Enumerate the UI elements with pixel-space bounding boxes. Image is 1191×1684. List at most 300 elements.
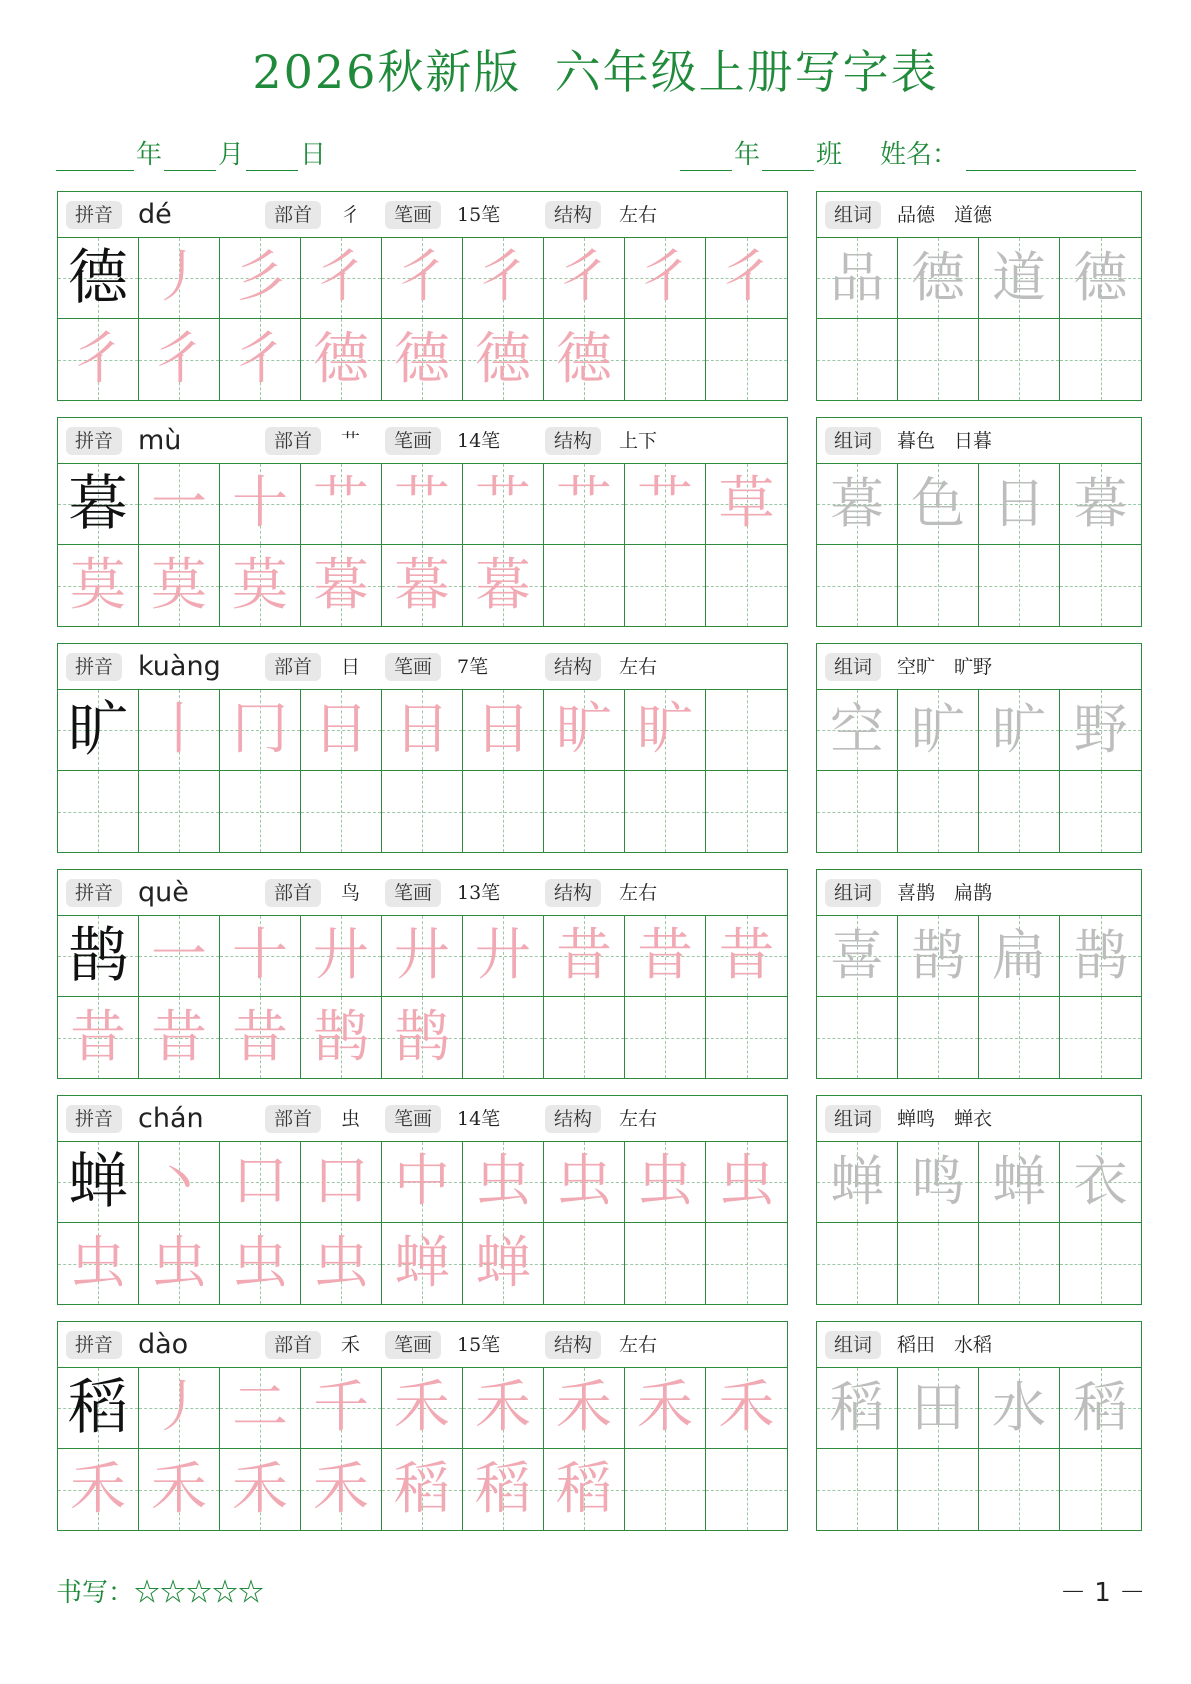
word-char: 德 xyxy=(911,246,965,309)
word-trace-cell[interactable] xyxy=(817,690,898,771)
practice-cell[interactable] xyxy=(301,771,382,852)
stroke-order-cell[interactable] xyxy=(220,1142,301,1223)
stroke-order-cell[interactable] xyxy=(301,1368,382,1449)
char-info-bar xyxy=(58,870,787,916)
practice-cell[interactable] xyxy=(544,545,625,626)
word-practice-cell[interactable] xyxy=(817,771,898,852)
word-info-bar xyxy=(817,1096,1141,1142)
stroke-step: 昔 xyxy=(232,1004,288,1070)
stroke-order-cell[interactable] xyxy=(382,1223,463,1304)
char-info-bar xyxy=(58,1322,787,1368)
stroke-step: 暮 xyxy=(313,552,369,618)
stroke-step: 虫 xyxy=(232,1230,288,1296)
word-practice-cell[interactable] xyxy=(898,997,979,1078)
stroke-step: 丨 xyxy=(151,697,207,762)
stroke-step: 禾 xyxy=(394,1375,450,1440)
word-practice-cell[interactable] xyxy=(979,319,1060,400)
stroke-step: 十 xyxy=(232,923,288,988)
stroke-step: 德 xyxy=(556,326,612,392)
stroke-order-cell[interactable] xyxy=(382,319,463,400)
stroke-step: 冂 xyxy=(232,697,288,762)
practice-cell[interactable] xyxy=(463,771,544,852)
words-value: 暮色 日暮 xyxy=(897,430,993,452)
pinyin-value: dào xyxy=(138,1329,189,1360)
word-trace-cell[interactable] xyxy=(817,1368,898,1449)
stroke-order-cell[interactable] xyxy=(706,916,787,997)
practice-cell[interactable] xyxy=(463,997,544,1078)
year-blank[interactable] xyxy=(56,140,134,171)
practice-cell[interactable] xyxy=(220,771,301,852)
word-char: 色 xyxy=(911,472,965,535)
words-tag: 组词 xyxy=(825,1105,881,1133)
stroke-step: 廾 xyxy=(475,923,531,988)
stroke-step: 鹊 xyxy=(313,1004,369,1070)
stroke-step: 草 xyxy=(718,471,775,536)
word-practice-cell[interactable] xyxy=(1060,997,1141,1078)
stroke-order-cell[interactable] xyxy=(706,1142,787,1223)
stroke-order-cell[interactable] xyxy=(220,1223,301,1304)
stroke-order-cell[interactable] xyxy=(382,238,463,319)
stroke-order-cell[interactable] xyxy=(220,238,301,319)
word-trace-cell[interactable] xyxy=(817,1142,898,1223)
word-practice-cell[interactable] xyxy=(1060,771,1141,852)
practice-cell[interactable] xyxy=(625,997,706,1078)
stroke-order-cell[interactable] xyxy=(139,1368,220,1449)
stroke-step: 昔 xyxy=(151,1004,207,1070)
structure-value: 左右 xyxy=(619,1334,658,1356)
stroke-step: 中 xyxy=(394,1149,450,1214)
stroke-order-cell[interactable] xyxy=(301,319,382,400)
day-blank[interactable] xyxy=(246,140,298,171)
practice-cell[interactable] xyxy=(706,545,787,626)
stroke-step: 昔 xyxy=(556,923,612,988)
date-line xyxy=(56,134,328,171)
radical-value: 日 xyxy=(341,656,361,678)
class-blank[interactable] xyxy=(762,140,814,171)
stroke-order-cell[interactable] xyxy=(544,916,625,997)
pinyin-value: kuàng xyxy=(138,651,221,682)
stroke-step: 禾 xyxy=(718,1375,775,1440)
word-trace-cell[interactable] xyxy=(898,1142,979,1223)
word-practice-cell[interactable] xyxy=(979,545,1060,626)
word-trace-cell[interactable] xyxy=(1060,916,1141,997)
words-value: 蝉鸣 蝉衣 xyxy=(897,1108,993,1130)
structure-tag: 结构 xyxy=(545,1105,601,1133)
structure-tag: 结构 xyxy=(545,653,601,681)
stroke-order-cell[interactable] xyxy=(58,1223,139,1304)
stroke-order-cell[interactable] xyxy=(220,319,301,400)
month-blank[interactable] xyxy=(164,140,216,171)
stroke-step: 彳 xyxy=(394,245,450,310)
pinyin-value: què xyxy=(138,877,189,908)
words-tag: 组词 xyxy=(825,427,881,455)
word-trace-cell[interactable] xyxy=(979,916,1060,997)
star-rating[interactable]: ☆☆☆☆☆ xyxy=(134,1578,265,1608)
class-label: 班 xyxy=(816,140,843,170)
word-char: 鸣 xyxy=(911,1150,965,1213)
stroke-step: 稻 xyxy=(394,1456,450,1522)
word-practice-cell[interactable] xyxy=(898,1223,979,1304)
stroke-order-cell[interactable] xyxy=(625,238,706,319)
model-char: 稻 xyxy=(68,1373,128,1443)
word-practice-cell[interactable] xyxy=(817,997,898,1078)
stroke-order-cell[interactable] xyxy=(139,464,220,545)
word-trace-cell[interactable] xyxy=(1060,464,1141,545)
word-practice-cell[interactable] xyxy=(979,997,1060,1078)
word-trace-cell[interactable] xyxy=(817,464,898,545)
practice-cell[interactable] xyxy=(625,1223,706,1304)
char-info-bar xyxy=(58,1096,787,1142)
stroke-order-cell[interactable] xyxy=(544,238,625,319)
practice-cell[interactable] xyxy=(625,1449,706,1530)
stroke-step: 廾 xyxy=(394,923,450,988)
word-char: 暮 xyxy=(1073,472,1128,535)
structure-value: 左右 xyxy=(619,882,658,904)
radical-tag: 部首 xyxy=(265,1331,321,1359)
word-trace-cell[interactable] xyxy=(1060,690,1141,771)
stroke-order-cell[interactable] xyxy=(706,464,787,545)
stroke-order-cell[interactable] xyxy=(139,1142,220,1223)
stroke-order-cell[interactable] xyxy=(139,916,220,997)
radical-value: 虫 xyxy=(341,1108,361,1130)
stroke-order-cell[interactable] xyxy=(382,690,463,771)
word-char: 旷 xyxy=(992,698,1046,761)
stroke-step: 禾 xyxy=(313,1456,369,1522)
pinyin-tag: 拼音 xyxy=(66,1331,122,1359)
word-char: 稻 xyxy=(830,1376,884,1439)
practice-cell[interactable] xyxy=(544,1223,625,1304)
stroke-order-cell[interactable] xyxy=(220,1368,301,1449)
char-card-4 xyxy=(57,869,788,1079)
practice-cell[interactable] xyxy=(139,771,220,852)
word-practice-cell[interactable] xyxy=(817,545,898,626)
model-char-cell[interactable] xyxy=(58,916,139,997)
stroke-order-cell[interactable] xyxy=(301,238,382,319)
pinyin-tag: 拼音 xyxy=(66,201,122,229)
stroke-order-cell[interactable] xyxy=(463,1223,544,1304)
word-card-4 xyxy=(816,869,1142,1079)
practice-cell[interactable] xyxy=(58,771,139,852)
stroke-order-cell[interactable] xyxy=(463,238,544,319)
practice-cell[interactable] xyxy=(544,997,625,1078)
practice-cell[interactable] xyxy=(625,319,706,400)
stroke-order-cell[interactable] xyxy=(463,464,544,545)
name-blank[interactable] xyxy=(966,140,1136,171)
stroke-order-cell[interactable] xyxy=(139,545,220,626)
stroke-step: 昔 xyxy=(70,1004,126,1070)
month-label: 月 xyxy=(218,140,245,170)
char-card-5 xyxy=(57,1095,788,1305)
char-card-6 xyxy=(57,1321,788,1531)
word-char: 品 xyxy=(830,246,884,309)
stroke-step: 禾 xyxy=(637,1375,693,1440)
word-trace-cell[interactable] xyxy=(817,916,898,997)
stroke-step: 暮 xyxy=(475,552,531,618)
stroke-order-cell[interactable] xyxy=(58,997,139,1078)
stroke-order-cell[interactable] xyxy=(463,690,544,771)
model-char-cell[interactable] xyxy=(58,690,139,771)
word-trace-cell[interactable] xyxy=(979,690,1060,771)
char-card-1 xyxy=(57,191,788,401)
stroke-order-cell[interactable] xyxy=(382,545,463,626)
word-trace-cell[interactable] xyxy=(1060,1368,1141,1449)
stroke-step: 艹 xyxy=(394,471,450,536)
rating xyxy=(56,1572,264,1609)
char-info-bar xyxy=(58,418,787,464)
practice-cell[interactable] xyxy=(706,1223,787,1304)
words-value: 空旷 旷野 xyxy=(897,656,993,678)
stroke-step: 口 xyxy=(313,1149,369,1214)
model-char-cell[interactable] xyxy=(58,464,139,545)
stroke-step: 莫 xyxy=(70,552,126,618)
stroke-order-cell[interactable] xyxy=(382,464,463,545)
stroke-step: 日 xyxy=(475,697,531,762)
word-char: 蝉 xyxy=(992,1150,1046,1213)
stroke-order-cell[interactable] xyxy=(706,1368,787,1449)
stroke-step: 廾 xyxy=(313,923,369,988)
pinyin-tag: 拼音 xyxy=(66,427,122,455)
stroke-order-cell[interactable] xyxy=(220,997,301,1078)
stroke-order-cell[interactable] xyxy=(301,916,382,997)
word-practice-cell[interactable] xyxy=(1060,1449,1141,1530)
stroke-order-cell[interactable] xyxy=(220,916,301,997)
stroke-step: 旷 xyxy=(637,697,693,762)
stroke-step: 日 xyxy=(313,697,369,762)
practice-cell[interactable] xyxy=(544,771,625,852)
words-tag: 组词 xyxy=(825,201,881,229)
stroke-order-cell[interactable] xyxy=(463,1142,544,1223)
word-trace-cell[interactable] xyxy=(1060,1142,1141,1223)
radical-tag: 部首 xyxy=(265,1105,321,1133)
word-info-bar xyxy=(817,1322,1141,1368)
stroke-order-cell[interactable] xyxy=(544,1449,625,1530)
word-practice-cell[interactable] xyxy=(979,1223,1060,1304)
stroke-order-cell[interactable] xyxy=(463,1449,544,1530)
word-trace-cell[interactable] xyxy=(817,238,898,319)
stroke-step: 彳 xyxy=(637,245,693,310)
practice-cell[interactable] xyxy=(706,1449,787,1530)
radical-tag: 部首 xyxy=(265,427,321,455)
strokes-value: 13笔 xyxy=(457,882,501,904)
strokes-value: 14笔 xyxy=(457,430,501,452)
stroke-order-cell[interactable] xyxy=(301,690,382,771)
practice-cell[interactable] xyxy=(706,319,787,400)
words-value: 稻田 水稻 xyxy=(897,1334,993,1356)
words-value: 喜鹊 扁鹊 xyxy=(897,882,993,904)
stroke-step: 稻 xyxy=(475,1456,531,1522)
words-tag: 组词 xyxy=(825,1331,881,1359)
stroke-step: 彡 xyxy=(232,245,288,310)
stroke-step: 二 xyxy=(232,1375,288,1440)
char-info-bar xyxy=(58,644,787,690)
stroke-order-cell[interactable] xyxy=(139,1449,220,1530)
word-char: 暮 xyxy=(830,472,884,535)
stroke-order-cell[interactable] xyxy=(58,545,139,626)
word-trace-cell[interactable] xyxy=(979,1142,1060,1223)
stroke-order-cell[interactable] xyxy=(139,319,220,400)
stroke-order-cell[interactable] xyxy=(544,1368,625,1449)
stroke-step: 彳 xyxy=(556,245,612,310)
stroke-order-cell[interactable] xyxy=(301,464,382,545)
model-char-cell[interactable] xyxy=(58,1368,139,1449)
word-trace-cell[interactable] xyxy=(898,916,979,997)
word-practice-cell[interactable] xyxy=(979,771,1060,852)
stroke-order-cell[interactable] xyxy=(463,545,544,626)
practice-cell[interactable] xyxy=(382,771,463,852)
stroke-order-cell[interactable] xyxy=(463,1368,544,1449)
stroke-step: 德 xyxy=(394,326,450,392)
pinyin-tag: 拼音 xyxy=(66,1105,122,1133)
word-card-5 xyxy=(816,1095,1142,1305)
stroke-step: 彳 xyxy=(232,326,288,392)
stroke-order-cell[interactable] xyxy=(139,238,220,319)
stroke-step: 昔 xyxy=(718,923,775,988)
model-char-cell[interactable] xyxy=(58,238,139,319)
radical-value: 鸟 xyxy=(341,882,361,904)
strokes-value: 7笔 xyxy=(457,656,489,678)
stroke-order-cell[interactable] xyxy=(625,690,706,771)
word-char: 日 xyxy=(992,472,1046,535)
word-practice-cell[interactable] xyxy=(817,319,898,400)
strokes-tag: 笔画 xyxy=(385,1105,441,1133)
practice-cell[interactable] xyxy=(625,545,706,626)
pinyin-value: mù xyxy=(138,425,182,456)
word-trace-cell[interactable] xyxy=(898,464,979,545)
stroke-order-cell[interactable] xyxy=(220,545,301,626)
stroke-order-cell[interactable] xyxy=(544,1142,625,1223)
word-char: 田 xyxy=(911,1376,965,1439)
stroke-order-cell[interactable] xyxy=(706,238,787,319)
stroke-step: 一 xyxy=(151,471,207,536)
word-practice-cell[interactable] xyxy=(898,545,979,626)
word-char: 鹊 xyxy=(1073,924,1128,987)
stroke-step: 丶 xyxy=(151,1149,207,1214)
word-char: 野 xyxy=(1073,698,1128,761)
stroke-step: 艹 xyxy=(313,471,369,536)
grade-blank[interactable] xyxy=(680,140,732,171)
word-card-1 xyxy=(816,191,1142,401)
char-info-bar xyxy=(58,192,787,238)
practice-cell[interactable] xyxy=(706,690,787,771)
stroke-order-cell[interactable] xyxy=(382,1368,463,1449)
stroke-order-cell[interactable] xyxy=(625,464,706,545)
word-trace-cell[interactable] xyxy=(979,1368,1060,1449)
stroke-order-cell[interactable] xyxy=(220,464,301,545)
stroke-order-cell[interactable] xyxy=(301,1142,382,1223)
stroke-order-cell[interactable] xyxy=(625,1368,706,1449)
word-practice-cell[interactable] xyxy=(898,771,979,852)
word-char: 水 xyxy=(992,1376,1046,1439)
stroke-order-cell[interactable] xyxy=(301,1223,382,1304)
stroke-order-cell[interactable] xyxy=(58,319,139,400)
word-practice-cell[interactable] xyxy=(817,1223,898,1304)
stroke-step: 虫 xyxy=(313,1230,369,1296)
word-char: 德 xyxy=(1073,246,1128,309)
stroke-order-cell[interactable] xyxy=(139,1223,220,1304)
stroke-order-cell[interactable] xyxy=(544,319,625,400)
word-practice-cell[interactable] xyxy=(979,1449,1060,1530)
stroke-order-cell[interactable] xyxy=(382,1449,463,1530)
word-practice-cell[interactable] xyxy=(1060,319,1141,400)
structure-value: 左右 xyxy=(619,1108,658,1130)
stroke-step: 德 xyxy=(313,326,369,392)
strokes-value: 14笔 xyxy=(457,1108,501,1130)
stroke-step: 虫 xyxy=(70,1230,126,1296)
stroke-order-cell[interactable] xyxy=(625,916,706,997)
word-trace-cell[interactable] xyxy=(898,690,979,771)
student-line xyxy=(680,134,1136,171)
word-practice-cell[interactable] xyxy=(898,319,979,400)
structure-value: 左右 xyxy=(619,204,658,226)
word-info-bar xyxy=(817,870,1141,916)
stroke-order-cell[interactable] xyxy=(220,1449,301,1530)
stroke-step: 昔 xyxy=(637,923,693,988)
stroke-order-cell[interactable] xyxy=(382,997,463,1078)
stroke-step: 鹊 xyxy=(394,1004,450,1070)
stroke-step: 德 xyxy=(475,326,531,392)
stroke-step: 丿 xyxy=(151,245,207,310)
stroke-step: 禾 xyxy=(70,1456,126,1522)
stroke-order-cell[interactable] xyxy=(301,997,382,1078)
word-trace-cell[interactable] xyxy=(1060,238,1141,319)
stroke-order-cell[interactable] xyxy=(463,319,544,400)
stroke-order-cell[interactable] xyxy=(544,464,625,545)
stroke-step: 旷 xyxy=(556,697,612,762)
stroke-order-cell[interactable] xyxy=(382,916,463,997)
stroke-order-cell[interactable] xyxy=(220,690,301,771)
page-title: 2026秋新版 六年级上册写字表 xyxy=(252,45,939,99)
words-tag: 组词 xyxy=(825,879,881,907)
stroke-step: 禾 xyxy=(475,1375,531,1440)
word-trace-cell[interactable] xyxy=(898,1368,979,1449)
strokes-value: 15笔 xyxy=(457,204,501,226)
practice-cell[interactable] xyxy=(706,997,787,1078)
stroke-order-cell[interactable] xyxy=(544,690,625,771)
word-card-6 xyxy=(816,1321,1142,1531)
stroke-step: 彳 xyxy=(475,245,531,310)
model-char-cell[interactable] xyxy=(58,1142,139,1223)
word-trace-cell[interactable] xyxy=(898,238,979,319)
radical-tag: 部首 xyxy=(265,879,321,907)
practice-cell[interactable] xyxy=(625,771,706,852)
structure-value: 上下 xyxy=(619,430,658,452)
stroke-order-cell[interactable] xyxy=(382,1142,463,1223)
stroke-order-cell[interactable] xyxy=(58,1449,139,1530)
word-practice-cell[interactable] xyxy=(817,1449,898,1530)
strokes-tag: 笔画 xyxy=(385,201,441,229)
stroke-step: 彳 xyxy=(718,245,775,310)
stroke-step: 莫 xyxy=(151,552,207,618)
word-practice-cell[interactable] xyxy=(1060,545,1141,626)
stroke-order-cell[interactable] xyxy=(301,1449,382,1530)
stroke-step: 丿 xyxy=(151,1375,207,1440)
stroke-order-cell[interactable] xyxy=(139,690,220,771)
word-practice-cell[interactable] xyxy=(1060,1223,1141,1304)
stroke-order-cell[interactable] xyxy=(139,997,220,1078)
rating-label: 书写： xyxy=(56,1578,135,1608)
stroke-step: 彳 xyxy=(313,245,369,310)
model-char: 蝉 xyxy=(68,1147,128,1217)
strokes-tag: 笔画 xyxy=(385,427,441,455)
word-trace-cell[interactable] xyxy=(979,464,1060,545)
word-practice-cell[interactable] xyxy=(898,1449,979,1530)
stroke-order-cell[interactable] xyxy=(625,1142,706,1223)
word-trace-cell[interactable] xyxy=(979,238,1060,319)
stroke-order-cell[interactable] xyxy=(301,545,382,626)
stroke-step: 虫 xyxy=(475,1149,531,1214)
practice-cell[interactable] xyxy=(706,771,787,852)
stroke-order-cell[interactable] xyxy=(463,916,544,997)
